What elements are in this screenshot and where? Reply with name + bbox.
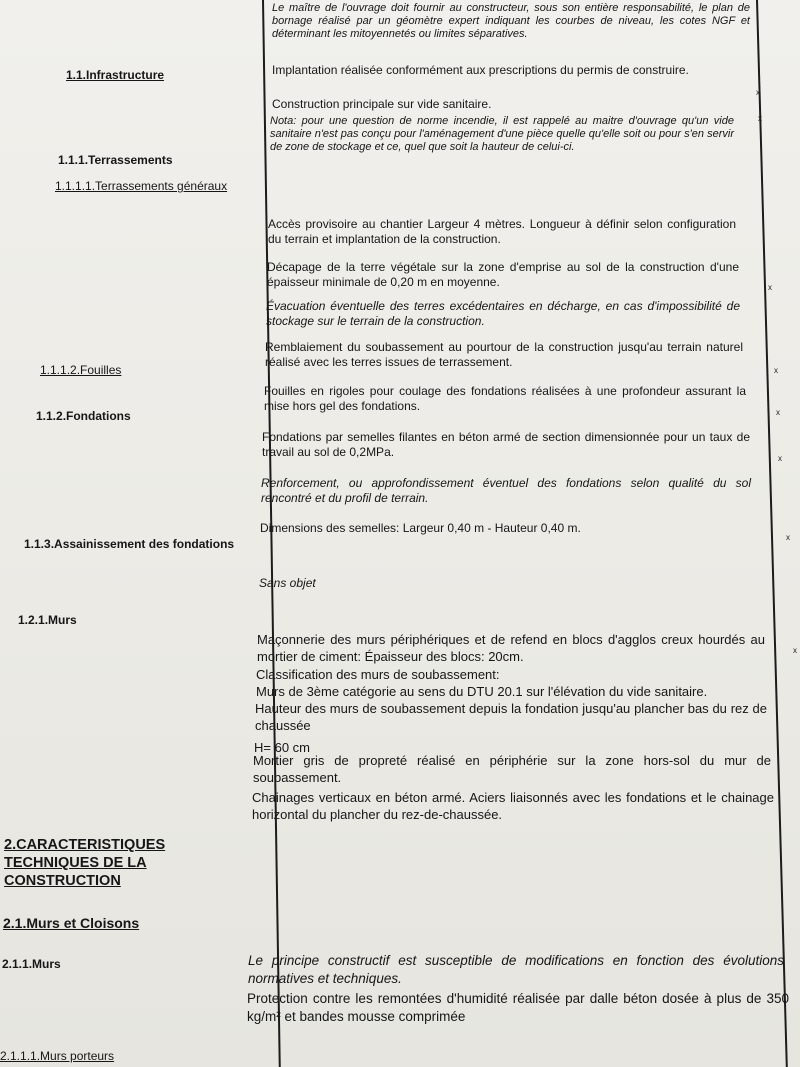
paragraph-decapage: Décapage de la terre végétale sur la zone d'emprise au sol de la construction d'une épaisseur minimale de 0,20 m en moyenne. [267, 260, 739, 289]
paragraph-hauteur-murs: Hauteur des murs de soubassement depuis la fondation jusqu'au plancher bas du rez de chaussée [255, 701, 767, 733]
paragraph-bornage: Le maître de l'ouvrage doit fournir au constructeur, sous son entière responsabilité, le plan de bornage réalisé par un géomètre expert indiquant les courbes de niveau, les cotes NGF et déterminant les mitoyennetés ou limites séparatives. [272, 2, 750, 40]
margin-mark: x [768, 283, 772, 292]
paragraph-vide-sanitaire: Construction principale sur vide sanitaire. [272, 97, 492, 111]
paragraph-remblaiement: Remblaiement du soubassement au pourtour de la construction jusqu'au terrain naturel réalisé avec les terres issues de terrassement. [265, 340, 743, 369]
heading-fouilles: 1.1.1.2.Fouilles [40, 363, 122, 377]
heading-infrastructure: 1.1.Infrastructure [66, 68, 165, 82]
heading-caracteristiques: 2.CARACTERISTIQUES TECHNIQUES DE LA CONSTRUCTION [4, 837, 166, 889]
margin-mark: x [756, 88, 760, 97]
heading-terrassements-generaux: 1.1.1.1.Terrassements généraux [55, 179, 228, 193]
paragraph-protection: Protection contre les remontées d'humidité réalisée par dalle béton dosée à plus de 350 kg/m² et bandes mousse comprimée [247, 991, 789, 1024]
paragraph-implantation: Implantation réalisée conformément aux prescriptions du permis de construire. [272, 63, 689, 77]
margin-mark: x [778, 454, 782, 463]
heading-murs-121: 1.2.1.Murs [18, 613, 77, 627]
paragraph-sans-objet: Sans objet [259, 576, 316, 590]
column-divider-right [756, 0, 788, 1067]
paragraph-h60: H= 60 cm [254, 740, 310, 755]
heading-fondations: 1.1.2.Fondations [36, 409, 131, 423]
paragraph-semelles: Fondations par semelles filantes en béton armé de section dimensionnée pour un taux de travail au sol de 0,2MPa. [262, 430, 750, 459]
paragraph-murs-3eme: Murs de 3ème catégorie au sens du DTU 20.1 sur l'élévation du vide sanitaire. [256, 684, 708, 699]
paragraph-evacuation: Évacuation éventuelle des terres excédentaires en décharge, en cas d'impossibilité de stockage sur le terrain de la construction. [266, 299, 740, 328]
heading-murs-porteurs: 2.1.1.1.Murs porteurs [0, 1049, 115, 1063]
paragraph-principe: Le principe constructif est susceptible de modifications en fonction des évolutions normatives et techniques. [248, 953, 784, 986]
heading-murs-211: 2.1.1.Murs [2, 957, 61, 971]
paragraph-chainages: Chainages verticaux en béton armé. Aciers liaisonnés avec les fondations et le chainage horizontal du plancher du rez-de-chaussée. [252, 790, 774, 822]
margin-mark: x [793, 646, 797, 655]
margin-mark: x [758, 114, 762, 123]
paragraph-dimensions: Dimensions des semelles: Largeur 0,40 m - Hauteur 0,40 m. [260, 521, 581, 535]
paragraph-classification: Classification des murs de soubassement: [256, 667, 500, 682]
heading-terrassements: 1.1.1.Terrassements [58, 153, 173, 167]
paragraph-fouilles-rigoles: Fouilles en rigoles pour coulage des fondations réalisées à une profondeur assurant la mise hors gel des fondations. [264, 384, 746, 413]
heading-assainissement: 1.1.3.Assainissement des fondations [24, 537, 235, 551]
margin-mark: x [776, 408, 780, 417]
paragraph-renforcement: Renforcement, ou approfondissement éventuel des fondations selon qualité du sol rencontré et du profil de terrain. [261, 476, 751, 505]
margin-mark: x [774, 366, 778, 375]
margin-mark: x [786, 533, 790, 542]
paragraph-acces: Accès provisoire au chantier Largeur 4 mètres. Longueur à définir selon configuration du terrain et implantation de la construction. [268, 217, 736, 246]
paragraph-nota: Nota: pour une question de norme incendie, il est rappelé au maitre d'ouvrage qu'un vide sanitaire n'est pas conçu pour l'aménagement d'une pièce quelle qu'elle soit ou pour s'en servir de zone de stockage et ce, quel que soit la hauteur de celui-ci. [270, 115, 734, 153]
paragraph-mortier: Mortier gris de propreté réalisé en périphérie sur la zone hors-sol du mur de soubassement. [253, 753, 771, 785]
heading-murs-cloisons: 2.1.Murs et Cloisons [3, 915, 140, 931]
paragraph-maconnerie: Maçonnerie des murs périphériques et de refend en blocs d'agglos creux hourdés au mortier de ciment: Épaisseur des blocs: 20cm. [257, 632, 765, 664]
